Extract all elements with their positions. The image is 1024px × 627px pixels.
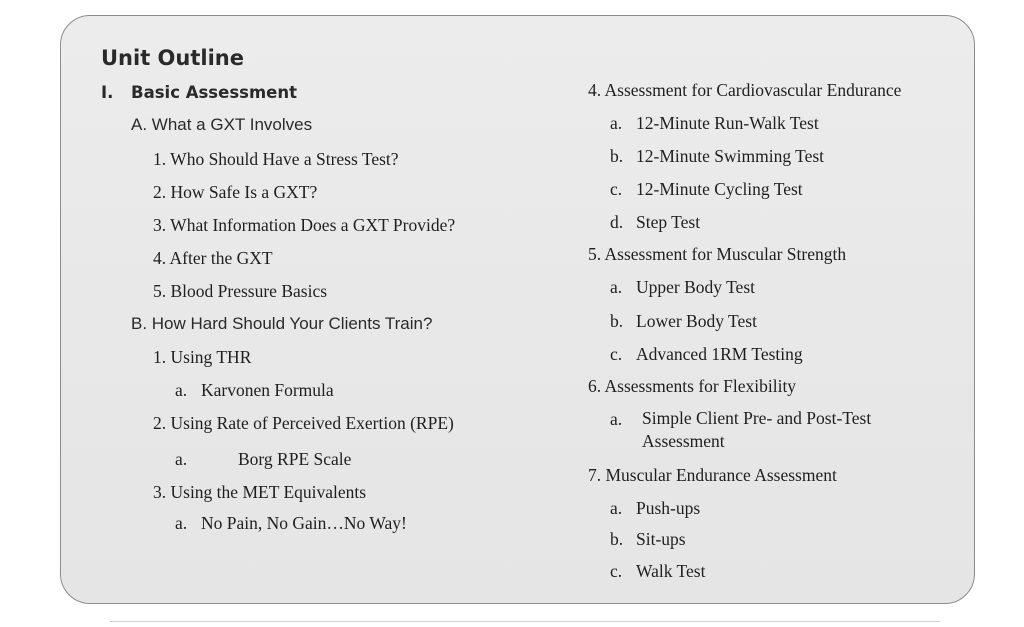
- subsection-b-heading: B. How Hard Should Your Clients Train?: [131, 314, 433, 333]
- outline-item: 7. Muscular Endurance Assessment: [588, 465, 837, 485]
- outline-subitem: Karvonen Formula: [201, 380, 334, 400]
- outline-letter: b.: [610, 311, 624, 331]
- outline-item: 2. How Safe Is a GXT?: [153, 182, 318, 202]
- outline-item: 6. Assessments for Flexibility: [588, 376, 797, 396]
- outline-subitem: 12-Minute Cycling Test: [636, 179, 803, 199]
- outline-letter: b.: [610, 529, 624, 549]
- outline-letter: a.: [175, 513, 188, 533]
- outline-subitem: 12-Minute Run-Walk Test: [636, 113, 819, 133]
- outline-item: 5. Blood Pressure Basics: [153, 281, 328, 301]
- outline-subitem: Lower Body Test: [636, 311, 757, 331]
- outline-subitem: Upper Body Test: [636, 277, 755, 297]
- outline-letter: a.: [610, 277, 623, 297]
- outline-item: 3. Using the MET Equivalents: [153, 482, 367, 502]
- outline-letter: a.: [610, 498, 623, 518]
- outline-subitem: Push-ups: [636, 498, 701, 518]
- outline-subitem: Borg RPE Scale: [238, 449, 352, 469]
- outline-letter: c.: [610, 561, 623, 581]
- outline-item: 1. Who Should Have a Stress Test?: [153, 149, 399, 169]
- page-title: Unit Outline: [101, 46, 244, 70]
- outline-item: 4. After the GXT: [153, 248, 273, 268]
- outline-letter: a.: [610, 409, 623, 429]
- outline-letter: a.: [175, 449, 188, 469]
- outline-letter: a.: [175, 380, 188, 400]
- outline-subitem: Sit-ups: [636, 529, 686, 549]
- section-number: I.: [101, 83, 114, 102]
- outline-subitem: Simple Client Pre- and Post-Test Assessment: [642, 408, 872, 451]
- outline-item: 1. Using THR: [153, 347, 252, 367]
- outline-letter: a.: [610, 113, 623, 133]
- outline-letter: b.: [610, 146, 624, 166]
- outline-subitem: Walk Test: [636, 561, 706, 581]
- outline-subitem: Step Test: [636, 212, 701, 232]
- outline-item: 3. What Information Does a GXT Provide?: [153, 215, 456, 235]
- subsection-a-heading: A. What a GXT Involves: [131, 115, 313, 134]
- bottom-divider: [110, 621, 940, 622]
- outline-letter: c.: [610, 344, 623, 364]
- outline-subitem: No Pain, No Gain…No Way!: [201, 513, 407, 533]
- outline-subitem: Advanced 1RM Testing: [636, 344, 803, 364]
- outline-item: 4. Assessment for Cardiovascular Endurance: [588, 80, 902, 100]
- section-heading: Basic Assessment: [131, 83, 297, 102]
- outline-subitem: 12-Minute Swimming Test: [636, 146, 825, 166]
- outline-letter: d.: [610, 212, 624, 232]
- outline-item: 2. Using Rate of Perceived Exertion (RPE): [153, 413, 454, 433]
- outline-item: 5. Assessment for Muscular Strength: [588, 244, 847, 264]
- outline-panel: [60, 15, 975, 604]
- outline-letter: c.: [610, 179, 623, 199]
